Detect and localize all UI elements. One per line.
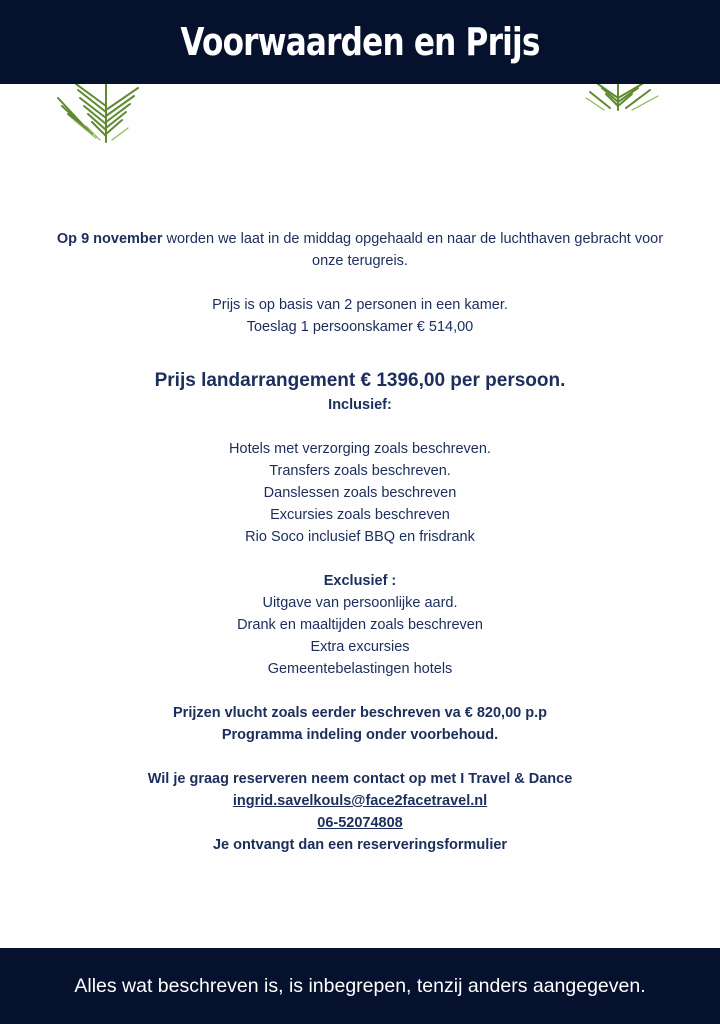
phone-link[interactable]: 06-52074808 bbox=[317, 815, 403, 831]
pricing-basis: Prijs is op basis van 2 personen in een kamer. bbox=[212, 297, 508, 313]
footer-banner bbox=[0, 948, 720, 1024]
contact-line: Wil je graag reserveren neem contact op met I Travel & Dance bbox=[147, 771, 573, 787]
email-link[interactable]: ingrid.savelkouls@face2facetravel.nl bbox=[232, 793, 488, 809]
inclusief-item: Transfers zoals beschreven. bbox=[269, 463, 451, 479]
exclusief-item: Uitgave van persoonlijke aard. bbox=[262, 595, 458, 611]
header-banner bbox=[0, 0, 720, 84]
palm-leaf-left-decoration bbox=[48, 84, 148, 146]
footer-disclaimer: Alles wat beschreven is, is inbegrepen, tenzij anders aangegeven. bbox=[74, 974, 646, 997]
single-room-surcharge: Toeslag 1 persoonskamer € 514,00 bbox=[246, 319, 474, 335]
price-title: Prijs landarrangement € 1396,00 per persoon. bbox=[154, 370, 566, 391]
exclusief-item: Drank en maaltijden zoals beschreven bbox=[237, 617, 483, 633]
page-title: Voorwaarden en Prijs bbox=[180, 20, 540, 64]
inclusief-item: Rio Soco inclusief BBQ en frisdrank bbox=[245, 529, 475, 545]
inclusief-item: Danslessen zoals beschreven bbox=[263, 485, 457, 501]
exclusief-heading: Exclusief : bbox=[323, 573, 397, 589]
inclusief-item: Excursies zoals beschreven bbox=[270, 507, 450, 523]
program-disclaimer: Programma indeling onder voorbehoud. bbox=[221, 727, 499, 743]
inclusief-heading: Inclusief: bbox=[328, 397, 392, 413]
terms-content bbox=[0, 228, 720, 856]
reservation-form-note: Je ontvangt dan een reserveringsformulier bbox=[212, 837, 508, 853]
flight-price-note: Prijzen vlucht zoals eerder beschreven va € 820,00 p.p bbox=[173, 705, 547, 721]
return-date: Op 9 november bbox=[56, 231, 163, 247]
exclusief-item: Gemeentebelastingen hotels bbox=[267, 661, 453, 677]
inclusief-item: Hotels met verzorging zoals beschreven. bbox=[229, 441, 491, 457]
return-trip-line bbox=[0, 228, 720, 250]
return-trip-line-2: onze terugreis. bbox=[312, 253, 408, 269]
return-trip-text: worden we laat in de middag opgehaald en naar de luchthaven gebracht voor bbox=[162, 231, 664, 247]
exclusief-item: Extra excursies bbox=[310, 639, 410, 655]
palm-leaf-right-decoration bbox=[580, 84, 670, 114]
